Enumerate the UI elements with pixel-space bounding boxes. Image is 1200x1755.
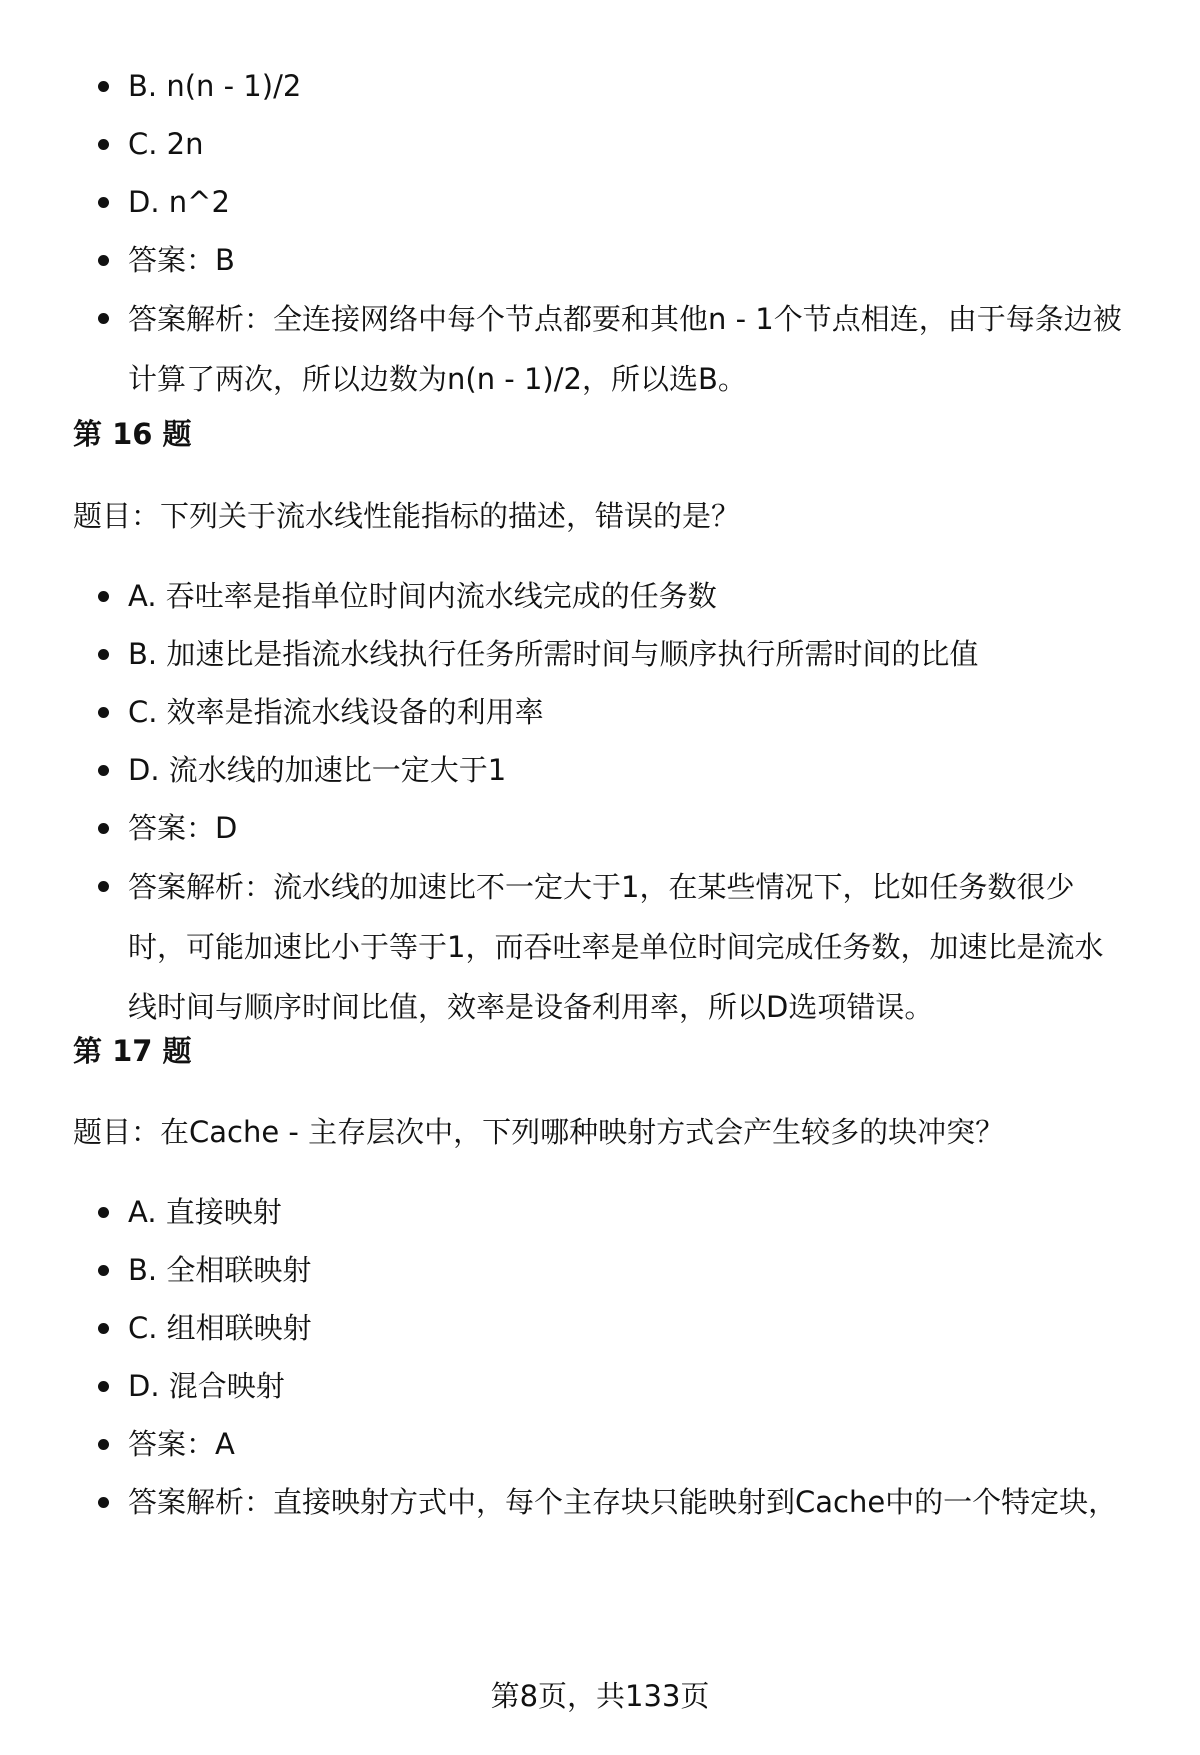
page-number-footer: 第8页，共133页 bbox=[490, 1679, 710, 1713]
explanation-item: 答案解析：全连接网络中每个节点都要和其他n - 1个节点相连，由于每条边被计算了两次，所以边数为n(n - 1)/2，所以选B。 bbox=[0, 289, 1200, 409]
explanation-item: 答案解析：直接映射方式中，每个主存块只能映射到Cache中的一个特定块， bbox=[0, 1473, 1200, 1531]
list-item: C. 组相联映射 bbox=[0, 1299, 1200, 1357]
question-16-options bbox=[0, 567, 1200, 1037]
list-item: B. 全相联映射 bbox=[0, 1241, 1200, 1299]
question-17-prompt: 题目：在Cache - 主存层次中，下列哪种映射方式会产生较多的块冲突？ bbox=[73, 1115, 1005, 1149]
question-17-options bbox=[0, 1183, 1200, 1531]
list-item: D. n^2 bbox=[0, 173, 1200, 231]
option-list bbox=[0, 567, 1200, 1037]
list-item: A. 吞吐率是指单位时间内流水线完成的任务数 bbox=[0, 567, 1200, 625]
list-item: B. 加速比是指流水线执行任务所需时间与顺序执行所需时间的比值 bbox=[0, 625, 1200, 683]
question-16-prompt: 题目：下列关于流水线性能指标的描述，错误的是？ bbox=[73, 499, 741, 533]
answer-item: 答案：B bbox=[0, 231, 1200, 289]
question-16-heading: 第 16 题 bbox=[73, 417, 192, 451]
explanation-item: 答案解析：流水线的加速比不一定大于1，在某些情况下，比如任务数很少时，可能加速比小于等于1，而吞吐率是单位时间完成任务数，加速比是流水线时间与顺序时间比值，效率是设备利用率，所以D选项错误。 bbox=[0, 857, 1200, 1037]
list-item: B. n(n - 1)/2 bbox=[0, 57, 1200, 115]
answer-item: 答案：A bbox=[0, 1415, 1200, 1473]
question-17-heading: 第 17 题 bbox=[73, 1034, 192, 1068]
list-item: A. 直接映射 bbox=[0, 1183, 1200, 1241]
answer-item: 答案：D bbox=[0, 799, 1200, 857]
option-list bbox=[0, 57, 1200, 409]
list-item: C. 效率是指流水线设备的利用率 bbox=[0, 683, 1200, 741]
option-list bbox=[0, 1183, 1200, 1531]
question-15-options bbox=[0, 57, 1200, 409]
list-item: D. 流水线的加速比一定大于1 bbox=[0, 741, 1200, 799]
list-item: D. 混合映射 bbox=[0, 1357, 1200, 1415]
list-item: C. 2n bbox=[0, 115, 1200, 173]
